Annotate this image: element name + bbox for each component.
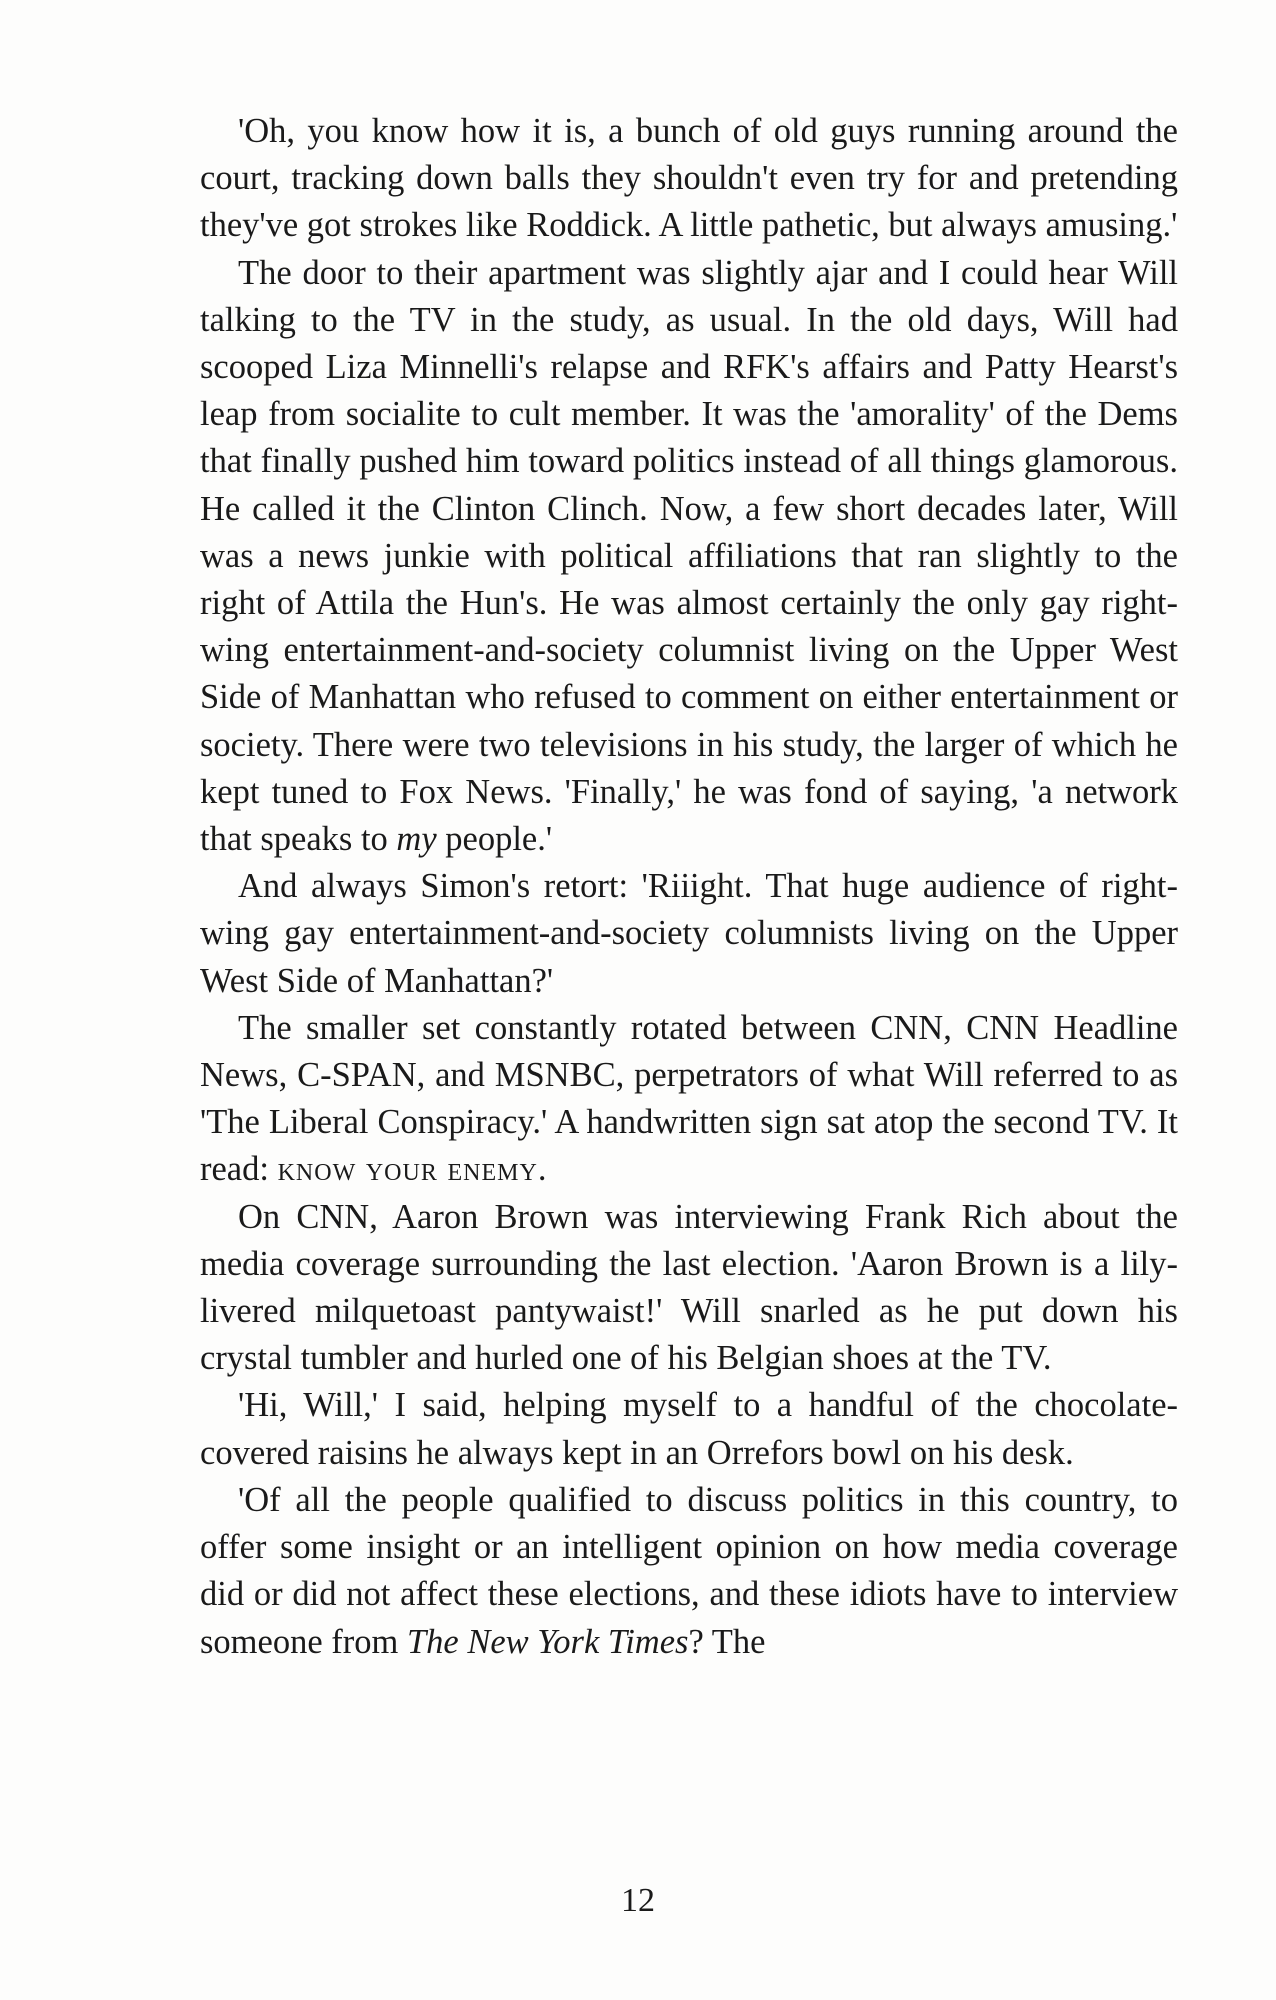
paragraph-5 <box>200 1194 1178 1383</box>
paragraph-text: The smaller set constantly rotated between CNN, CNN Headline News, C-SPAN, and MSNBC, perpetrators of what Will referred to as 'The Liberal Conspiracy.' A handwritten sign sat atop the second TV. It read: <box>200 1008 1178 1189</box>
sign-text-smallcaps: know your enemy <box>277 1150 538 1189</box>
paragraph-text: 'Hi, Will,' I said, helping myself to a handful of the chocolate-covered raisins he always kept in an Orrefors bowl on his desk. <box>200 1386 1178 1472</box>
paragraph-text: 'Oh, you know how it is, a bunch of old guys running around the court, tracking down balls they shouldn't even try for and pretending they've got strokes like Roddick. A little pathetic, but always amusing.' <box>200 112 1178 245</box>
italic-newspaper-title: The New York Times <box>406 1622 689 1661</box>
paragraph-text: And always Simon's retort: 'Riiight. That huge audience of right-wing gay entertainment-and-society columnists living on the Upper West Side of Manhattan?' <box>200 867 1178 1000</box>
body-text <box>200 108 1178 1666</box>
italic-emphasis: my <box>396 820 437 859</box>
paragraph-1 <box>200 108 1178 250</box>
paragraph-3 <box>200 863 1178 1005</box>
paragraph-text: 'Of all the people qualified to discuss politics in this country, to offer some insight or an intelligent opinion on how media coverage did or did not affect these elections, and these idiots have to interview someone from <box>200 1480 1178 1661</box>
paragraph-2 <box>200 250 1178 864</box>
paragraph-text: The door to their apartment was slightly ajar and I could hear Will talking to the TV in the study, as usual. In the old days, Will had scooped Liza Minnelli's relapse and RFK's affairs and Patty Hearst's leap from socialite to cult member. It was the 'amorality' of the Dems that finally pushed him toward politics instead of all things glamorous. He called it the Clinton Clinch. Now, a few short decades later, Will was a news junkie with political affiliations that ran slightly to the right of Attila the Hun's. He was almost certainly the only gay right-wing entertainment-and-society columnist living on the Upper West Side of Manhattan who refused to comment on either entertainment or society. There were two televisions in his study, the larger of which he kept tuned to Fox News. 'Finally,' he was fond of saying, 'a network that speaks to <box>200 253 1178 859</box>
paragraph-text-tail: ? The <box>688 1622 766 1661</box>
paragraph-text-tail: people.' <box>436 820 553 859</box>
paragraph-text-tail: . <box>537 1150 547 1189</box>
paragraph-4 <box>200 1005 1178 1194</box>
paragraph-text: On CNN, Aaron Brown was interviewing Frank Rich about the media coverage surrounding the last election. 'Aaron Brown is a lily-livered milquetoast pantywaist!' Will snarled as he put down his crystal tumbler and hurled one of his Belgian shoes at the TV. <box>200 1197 1178 1378</box>
page-number: 12 <box>621 1882 655 1919</box>
paragraph-7 <box>200 1477 1178 1666</box>
paragraph-6 <box>200 1382 1178 1476</box>
